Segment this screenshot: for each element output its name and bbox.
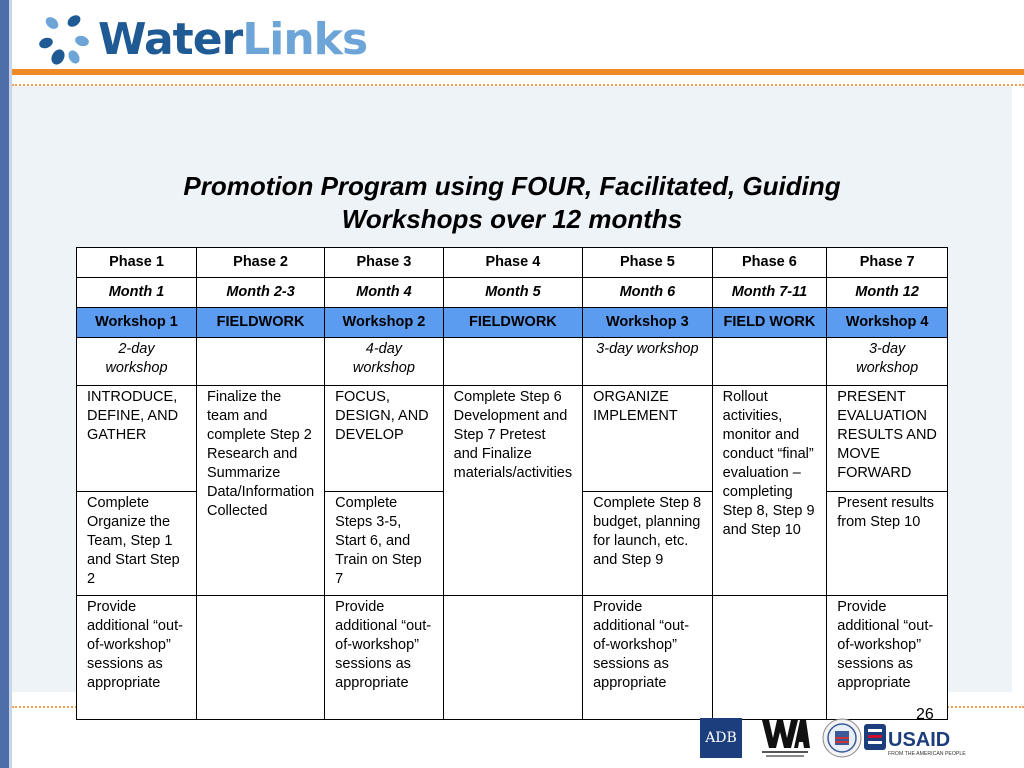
activity-cell: ORGANIZE IMPLEMENT (583, 386, 713, 492)
sessions-row (77, 596, 948, 720)
month-cell: Month 1 (77, 278, 197, 308)
usaid-tagline: FROM THE AMERICAN PEOPLE (888, 751, 966, 757)
sessions-cell: Provide additional “out-of-workshop” sessions as appropriate (583, 596, 713, 720)
month-cell: Month 6 (583, 278, 713, 308)
activity-cell: FOCUS, DESIGN, AND DEVELOP (325, 386, 443, 492)
slide-title (100, 170, 924, 236)
phase-cell: Phase 3 (325, 248, 443, 278)
usaid-logo-icon (864, 722, 966, 758)
phase-row (77, 248, 948, 278)
workshop-cell: Workshop 2 (325, 308, 443, 338)
usaid-wordmark: USAID (888, 729, 951, 751)
activity-cell: PRESENT EVALUATION RESULTS AND MOVE FORWARD (827, 386, 948, 492)
header-orange-rule (12, 69, 1024, 75)
duration-cell: 3-day workshop (583, 338, 713, 386)
month-cell: Month 5 (443, 278, 582, 308)
month-cell: Month 12 (827, 278, 948, 308)
duration-row (77, 338, 948, 386)
seal-icon (822, 718, 862, 758)
phase-cell: Phase 6 (712, 248, 827, 278)
month-cell: Month 2-3 (196, 278, 324, 308)
waterlinks-logo (34, 10, 367, 70)
workshop-cell: Workshop 4 (827, 308, 948, 338)
adb-logo: ADB (700, 718, 742, 758)
iwa-logo-icon (760, 716, 810, 760)
slide-number: 26 (916, 706, 934, 723)
phase-cell: Phase 5 (583, 248, 713, 278)
activity-cell: Finalize the team and complete Step 2 Research and Summarize Data/Information Collected (196, 386, 324, 596)
workshop-cell: Workshop 3 (583, 308, 713, 338)
activity-row (77, 386, 948, 492)
duration-cell: 2-day workshop (77, 338, 197, 386)
wordmark-water: Water (98, 14, 243, 65)
activity-cell: INTRODUCE, DEFINE, AND GATHER (77, 386, 197, 492)
month-cell: Month 4 (325, 278, 443, 308)
completion-cell: Complete Step 8 budget, planning for launch, etc. and Step 9 (583, 492, 713, 596)
sessions-cell: Provide additional “out-of-workshop” sessions as appropriate (325, 596, 443, 720)
duration-cell (196, 338, 324, 386)
dotted-divider-top (12, 84, 1024, 86)
sessions-cell: Provide additional “out-of-workshop” sessions as appropriate (77, 596, 197, 720)
duration-cell: 4-day workshop (325, 338, 443, 386)
month-row (77, 278, 948, 308)
workshop-cell: FIELDWORK (443, 308, 582, 338)
left-accent-bar (0, 0, 9, 768)
phase-cell: Phase 2 (196, 248, 324, 278)
wordmark-links: Links (242, 14, 368, 65)
sessions-cell (196, 596, 324, 720)
workshop-row (77, 308, 948, 338)
completion-cell: Complete Organize the Team, Step 1 and Start Step 2 (77, 492, 197, 596)
slide-title-line1: Promotion Program using FOUR, Facilitated, Guiding (183, 171, 841, 201)
waterlinks-wordmark (98, 14, 368, 65)
sessions-cell: Provide additional “out-of-workshop” sessions as appropriate (827, 596, 948, 720)
completion-cell: Present results from Step 10 (827, 492, 948, 596)
activity-cell: Complete Step 6 Development and Step 7 Pretest and Finalize materials/activities (443, 386, 582, 596)
waterlinks-drops-icon (34, 11, 92, 69)
workshop-cell: FIELD WORK (712, 308, 827, 338)
duration-cell: 3-day workshop (827, 338, 948, 386)
completion-cell: Complete Steps 3-5, Start 6, and Train on Step 7 (325, 492, 443, 596)
month-cell: Month 7-11 (712, 278, 827, 308)
workshop-plan-table (76, 247, 948, 720)
sessions-cell (712, 596, 827, 720)
activity-cell: Rollout activities, monitor and conduct “final” evaluation – completing Step 8, Step 9 and Step 10 (712, 386, 827, 596)
phase-cell: Phase 1 (77, 248, 197, 278)
workshop-cell: Workshop 1 (77, 308, 197, 338)
workshop-cell: FIELDWORK (196, 308, 324, 338)
sessions-cell (443, 596, 582, 720)
slide-title-line2: Workshops over 12 months (341, 204, 683, 234)
duration-cell (443, 338, 582, 386)
duration-cell (712, 338, 827, 386)
phase-cell: Phase 4 (443, 248, 582, 278)
phase-cell: Phase 7 (827, 248, 948, 278)
